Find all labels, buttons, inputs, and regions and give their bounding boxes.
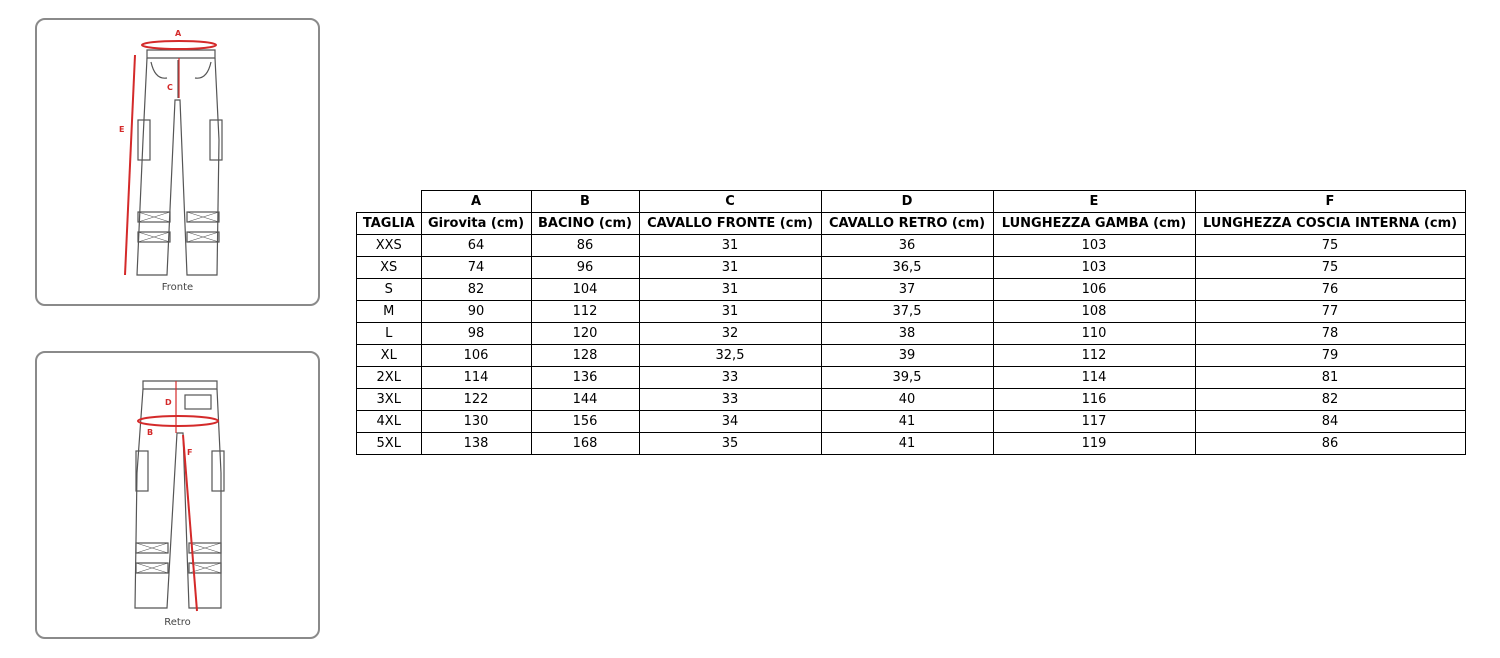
marker-e: E xyxy=(119,125,125,134)
front-trousers-drawing xyxy=(37,20,320,304)
measurement-cell: 112 xyxy=(531,301,639,323)
measurement-cell: 84 xyxy=(1195,411,1465,433)
size-label-cell: 2XL xyxy=(357,367,422,389)
header-girovita: Girovita (cm) xyxy=(421,213,531,235)
column-header-row xyxy=(357,213,1466,235)
size-label-cell: XXS xyxy=(357,235,422,257)
back-caption: Retro xyxy=(164,617,191,628)
measurement-cell: 122 xyxy=(421,389,531,411)
measurement-cell: 108 xyxy=(993,301,1195,323)
measurement-cell: 35 xyxy=(639,433,821,455)
marker-f: F xyxy=(187,448,193,457)
measurement-cell: 86 xyxy=(531,235,639,257)
measurement-cell: 36,5 xyxy=(821,257,993,279)
table-row xyxy=(357,323,1466,345)
table-row xyxy=(357,411,1466,433)
measurement-cell: 114 xyxy=(993,367,1195,389)
measurement-cell: 32,5 xyxy=(639,345,821,367)
measurement-cell: 116 xyxy=(993,389,1195,411)
measurement-cell: 106 xyxy=(421,345,531,367)
table-row xyxy=(357,257,1466,279)
measurement-cell: 41 xyxy=(821,411,993,433)
header-bacino: BACINO (cm) xyxy=(531,213,639,235)
header-lunghezza-gamba: LUNGHEZZA GAMBA (cm) xyxy=(993,213,1195,235)
measurement-cell: 130 xyxy=(421,411,531,433)
measurement-cell: 64 xyxy=(421,235,531,257)
measurement-cell: 117 xyxy=(993,411,1195,433)
measurement-cell: 104 xyxy=(531,279,639,301)
measurement-cell: 31 xyxy=(639,301,821,323)
measurement-cell: 120 xyxy=(531,323,639,345)
measurement-cell: 31 xyxy=(639,235,821,257)
measurement-cell: 90 xyxy=(421,301,531,323)
measurement-cell: 119 xyxy=(993,433,1195,455)
measurement-cell: 106 xyxy=(993,279,1195,301)
measurement-cell: 156 xyxy=(531,411,639,433)
letter-header-row xyxy=(357,191,1466,213)
size-label-cell: S xyxy=(357,279,422,301)
measurement-cell: 34 xyxy=(639,411,821,433)
marker-d: D xyxy=(165,398,172,407)
table-row xyxy=(357,389,1466,411)
measurement-cell: 98 xyxy=(421,323,531,345)
table-row xyxy=(357,235,1466,257)
table-row xyxy=(357,301,1466,323)
measurement-cell: 31 xyxy=(639,279,821,301)
measurement-cell: 38 xyxy=(821,323,993,345)
measurement-cell: 82 xyxy=(1195,389,1465,411)
measurement-cell: 112 xyxy=(993,345,1195,367)
measurement-cell: 110 xyxy=(993,323,1195,345)
measurement-cell: 79 xyxy=(1195,345,1465,367)
size-label-cell: 5XL xyxy=(357,433,422,455)
size-label-cell: XL xyxy=(357,345,422,367)
measurement-cell: 75 xyxy=(1195,235,1465,257)
measurement-cell: 168 xyxy=(531,433,639,455)
marker-c: C xyxy=(167,83,173,92)
header-taglia: TAGLIA xyxy=(357,213,422,235)
measurement-cell: 128 xyxy=(531,345,639,367)
measurement-cell: 76 xyxy=(1195,279,1465,301)
measurement-cell: 138 xyxy=(421,433,531,455)
size-label-cell: 3XL xyxy=(357,389,422,411)
measurement-cell: 37,5 xyxy=(821,301,993,323)
measurement-cell: 96 xyxy=(531,257,639,279)
front-caption: Fronte xyxy=(161,282,194,293)
marker-a: A xyxy=(175,29,182,38)
measurement-cell: 144 xyxy=(531,389,639,411)
size-label-cell: M xyxy=(357,301,422,323)
measurement-cell: 114 xyxy=(421,367,531,389)
size-chart-table xyxy=(356,190,1466,455)
measurement-cell: 37 xyxy=(821,279,993,301)
measurement-cell: 74 xyxy=(421,257,531,279)
measurement-cell: 33 xyxy=(639,367,821,389)
table-row xyxy=(357,433,1466,455)
size-label-cell: XS xyxy=(357,257,422,279)
measurement-cell: 82 xyxy=(421,279,531,301)
marker-b: B xyxy=(147,428,154,437)
table-row xyxy=(357,279,1466,301)
measurement-cell: 36 xyxy=(821,235,993,257)
letter-e: E xyxy=(993,191,1195,213)
measurement-cell: 31 xyxy=(639,257,821,279)
measurement-cell: 41 xyxy=(821,433,993,455)
measurement-cell: 32 xyxy=(639,323,821,345)
letter-f: F xyxy=(1195,191,1465,213)
measurement-cell: 103 xyxy=(993,235,1195,257)
back-figure-card xyxy=(35,351,320,639)
front-figure-card xyxy=(35,18,320,306)
measurement-cell: 40 xyxy=(821,389,993,411)
back-trousers-drawing xyxy=(37,353,320,637)
measurement-cell: 77 xyxy=(1195,301,1465,323)
header-cavallo-retro: CAVALLO RETRO (cm) xyxy=(821,213,993,235)
letter-b: B xyxy=(531,191,639,213)
header-lunghezza-coscia: LUNGHEZZA COSCIA INTERNA (cm) xyxy=(1195,213,1465,235)
table-row xyxy=(357,345,1466,367)
measurement-cell: 33 xyxy=(639,389,821,411)
header-cavallo-fronte: CAVALLO FRONTE (cm) xyxy=(639,213,821,235)
measurement-cell: 78 xyxy=(1195,323,1465,345)
letter-d: D xyxy=(821,191,993,213)
table-row xyxy=(357,367,1466,389)
measurement-cell: 81 xyxy=(1195,367,1465,389)
size-rows xyxy=(357,235,1466,455)
letter-a: A xyxy=(421,191,531,213)
letter-c: C xyxy=(639,191,821,213)
measurement-cell: 39 xyxy=(821,345,993,367)
measurement-cell: 86 xyxy=(1195,433,1465,455)
size-label-cell: L xyxy=(357,323,422,345)
measurement-cell: 103 xyxy=(993,257,1195,279)
measurement-cell: 75 xyxy=(1195,257,1465,279)
size-label-cell: 4XL xyxy=(357,411,422,433)
measurement-cell: 136 xyxy=(531,367,639,389)
measurement-cell: 39,5 xyxy=(821,367,993,389)
